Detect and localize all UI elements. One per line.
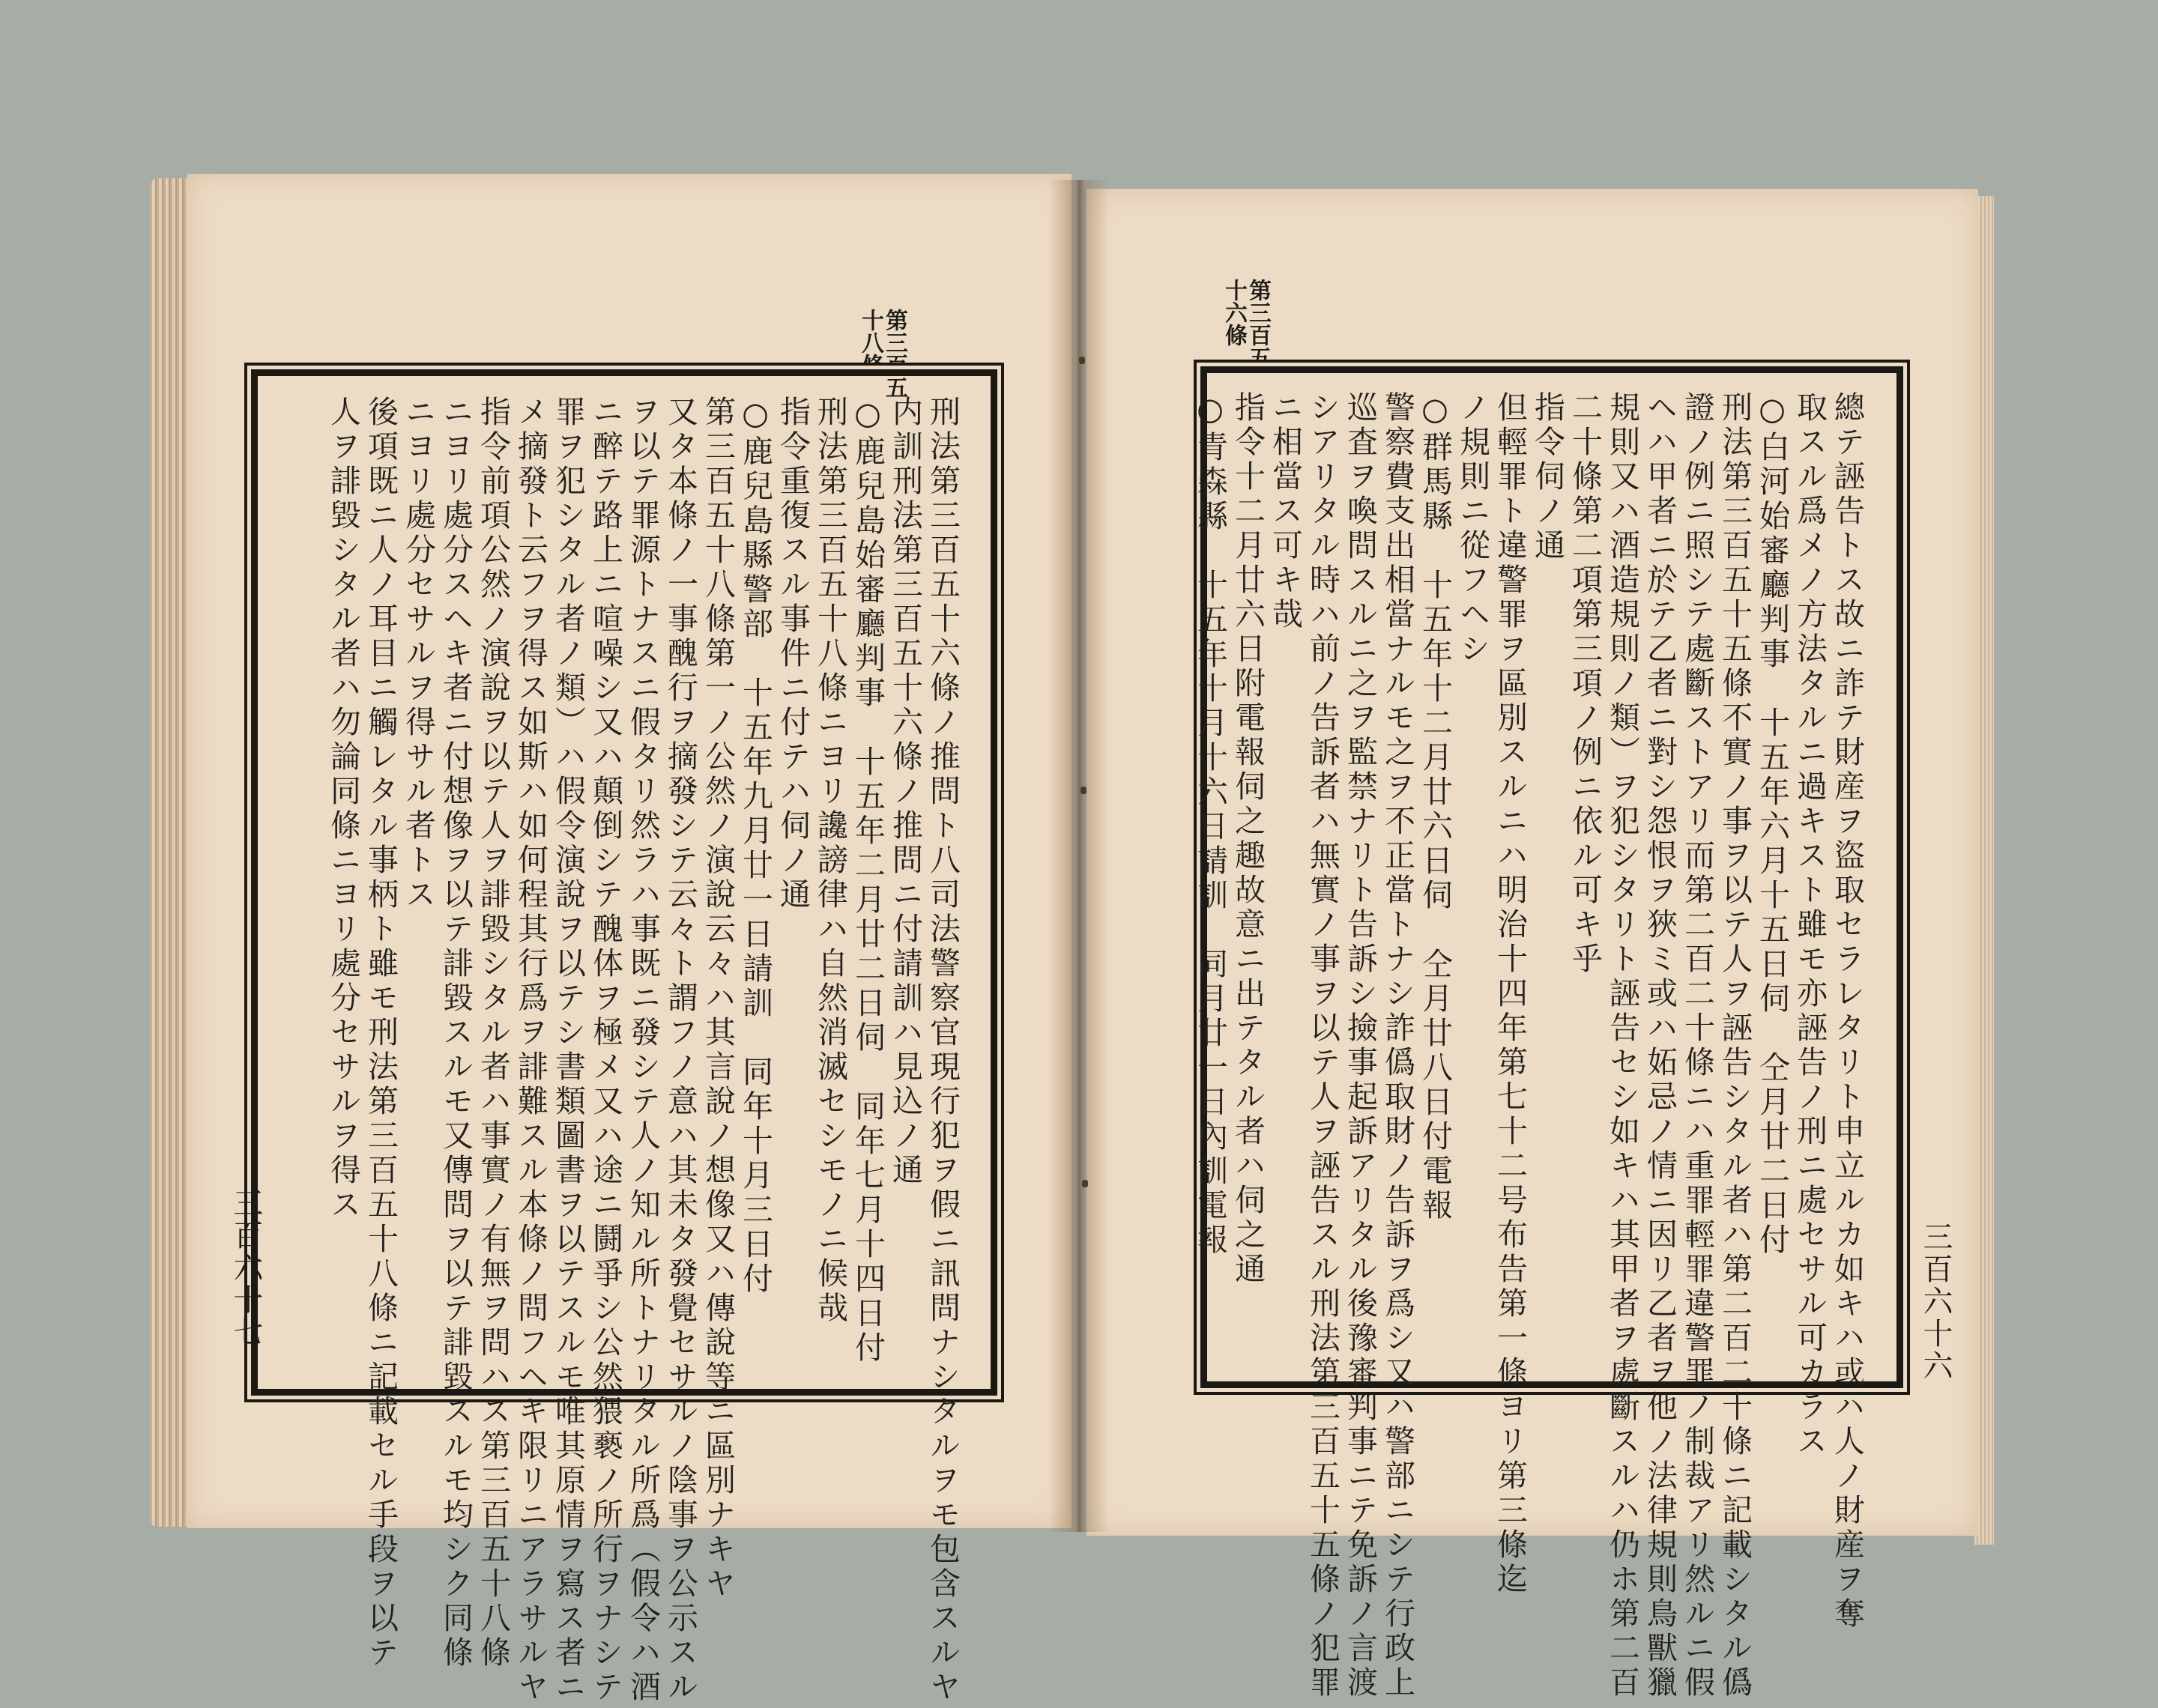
right-page-number: 三百六十六 xyxy=(1918,1221,1953,1382)
text-line: 二十條第二項第三項ノ例ニ依ル可キ乎 xyxy=(1567,391,1603,977)
text-line: 刑法第三百五十六條ノ推問ト八司法警察官現行犯ヲ假ニ訊問ナシタルヲモ包含スルヤ xyxy=(925,396,961,1705)
text-line: ニヨリ處分スヘキ者ニ付想像ヲ以テ誹毀スルモ又傳問ヲ以テ誹毀スルモ均シク同條 xyxy=(438,396,474,1671)
text-line: 後項既ニ人ノ耳目ニ觸レタル事柄ト雖モ刑法第三百五十八條ニ記載セル手段ヲ以テ xyxy=(363,396,399,1671)
text-line: ヲ以テ罪源トナスニ假タリ然ラハ事既ニ發シテ人ノ知ル所トナリタル所爲（假令ハ酒 xyxy=(625,396,661,1705)
left-section-tag-line: 第三百五 xyxy=(881,309,907,399)
text-line: 取スル爲メノ方法タルニ過キスト雖モ亦誣告ノ刑ニ處セサル可カラス xyxy=(1792,391,1828,1459)
text-line: ○鹿兒島始審廳判事 十五年二月廿二日伺 同年七月十四日付 xyxy=(850,396,886,1366)
left-section-tag-line: 十八條 xyxy=(857,309,883,376)
binding-stitch xyxy=(1080,787,1086,794)
text-line: 刑法第三百五十五條不實ノ事ヲ以テ人ヲ誣告シタル者ハ第二百二十條ニ記載シタル僞 xyxy=(1717,391,1753,1701)
text-line: ノ規則ニ從フヘシ xyxy=(1454,391,1490,667)
text-line: ニ相當ス可キ哉 xyxy=(1267,391,1303,632)
text-line: シアリタル時ハ前ノ告訴者ハ無實ノ事ヲ以テ人ヲ誣告スル刑法第三百五十五條ノ犯罪 xyxy=(1305,391,1341,1701)
text-line: ○青森縣 十五年十月十六日請訓 同月廿一日內訓電報 xyxy=(1192,391,1228,1258)
text-line: 第三百五十八條第一ノ公然ノ演說云々ハ其言說ノ想像又ハ傳說等ニ區別ナキヤ xyxy=(700,396,736,1602)
right-section-tag xyxy=(1221,279,1269,369)
text-line: ○白河始審廳判事 十五年六月十五日伺 仝月廿二日付 xyxy=(1754,391,1790,1258)
text-line: 但輕罪ト違警罪ヲ區別スルニハ明治十四年第七十二号布告第一條ヨリ第三條迄 xyxy=(1492,391,1528,1597)
text-line: 指令十二月廿六日附電報伺之趣故意ニ出テタル者ハ伺之通 xyxy=(1230,391,1266,1287)
text-line: ニヨリ處分セサルヲ得サル者トス xyxy=(400,396,436,912)
left-text-body xyxy=(257,396,961,1705)
text-line: 巡査ヲ喚問スルニ之ヲ監禁ナリト告訴シ撿事起訴アリタル後豫審判事ニテ免訴ノ言渡 xyxy=(1342,391,1378,1701)
text-line: 警察費支出相當ナルモ之ヲ不正當トナシ詐僞取財ノ告訴ヲ爲シ又ハ警部ニシテ行政上 xyxy=(1379,391,1415,1701)
text-line: 總テ誣告トス故ニ詐テ財産ヲ盜取セラレタリト申立ルカ如キハ或ハ人ノ財産ヲ奪 xyxy=(1829,391,1865,1632)
binding-stitch xyxy=(1082,1180,1088,1187)
text-line: 規則又ハ酒造規則ノ類）ヲ犯シタリト誣告セシ如キハ其甲者ヲ處斷スルハ仍ホ第二百 xyxy=(1604,391,1640,1701)
text-line: ヘハ甲者ニ於テ乙者ニ對シ怨恨ヲ狹ミ或ハ妬忌ノ情ニ因リ乙者ヲ他ノ法律規則鳥獸獵 xyxy=(1642,391,1678,1701)
text-line: ○群馬縣 十五年十二月廿六日伺 仝月廿八日付電報 xyxy=(1417,391,1453,1223)
text-line: 證ノ例ニ照シテ處斷ストアリ而第二百二十條ニハ重罪輕罪違警罪ノ制裁アリ然ルニ假 xyxy=(1679,391,1715,1701)
text-line: ニ醉テ路上ニ喧噪シ又ハ顛倒シテ醜体ヲ極メ又ハ途ニ鬪爭シ公然猥褻ノ所行ヲナシテ xyxy=(587,396,623,1705)
text-line: 罪ヲ犯シタル者ノ類）ハ假令演說ヲ以テシ書類圖書ヲ以テスルモ唯其原情ヲ寫ス者ニ xyxy=(550,396,586,1705)
left-page-number: 三百六十七 xyxy=(229,1187,263,1348)
binding-stitch xyxy=(1079,357,1085,364)
text-line: 内訓刑法第三百五十六條ノ推問ニ付請訓ハ見込ノ通 xyxy=(887,396,923,1188)
text-line: 指令伺ノ通 xyxy=(1529,391,1565,563)
book-gutter xyxy=(1049,180,1109,1532)
text-line: 指令前項公然ノ演說ヲ以テ人ヲ誹毀シタル者ハ事實ノ有無ヲ問ハス第三百五十八條 xyxy=(475,396,511,1671)
right-section-tag-line: 十六條 xyxy=(1221,279,1247,346)
text-line: 又タ本條ノ一事醜行ヲ摘發シテ云々ト謂フノ意ハ其未タ發覺セサルノ陰事ヲ公示スル xyxy=(662,396,698,1705)
text-line: ○鹿兒島縣警部 十五年九月廿一日請訓 同年十月三日付 xyxy=(737,396,773,1297)
text-line: メ摘發ト云フヲ得ス如斯ハ如何程其行爲ヲ誹難スル本條ノ問フヘキ限リニアラサルヤ xyxy=(513,396,548,1705)
right-text-body xyxy=(1192,391,1866,1701)
text-line: 刑法第三百五十八條ニヨリ讒謗律ハ自然消滅セシモノニ候哉 xyxy=(812,396,848,1326)
right-section-tag-line: 第三百五 xyxy=(1245,279,1271,369)
text-line: 人ヲ誹毀シタル者ハ勿論同條ニヨリ處分セサルヲ得ス xyxy=(325,396,361,1223)
text-line: 指令重復スル事件ニ付テハ伺ノ通 xyxy=(775,396,811,912)
